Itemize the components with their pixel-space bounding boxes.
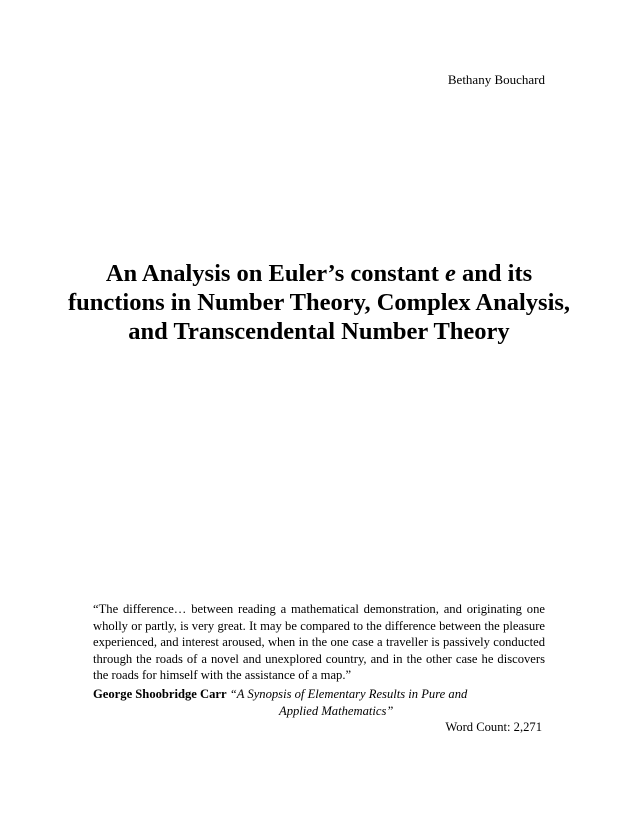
- quote-line: through the roads of a novel and unexplored country, and in the other case he discovers: [93, 651, 545, 666]
- title-constant-e: e: [445, 260, 456, 287]
- author-name: Bethany Bouchard: [447, 72, 545, 87]
- quote-line: experienced, and interest aroused, when in the one case a traveller is passively conducted: [93, 635, 545, 650]
- quote-line: wholly or partly, is very great. It may be compared to the difference between the pleasure: [93, 618, 545, 633]
- title-line-3: and Transcendental Number Theory: [128, 318, 510, 345]
- title-line-1-prefix: An Analysis on Euler’s constant: [105, 260, 446, 287]
- title-line-2: functions in Number Theory, Complex Analysis,: [67, 289, 571, 316]
- word-count: Word Count: 2,271: [445, 720, 542, 734]
- title-line-1: [60, 259, 578, 288]
- epigraph-attribution: [93, 686, 545, 718]
- quote-line: “The difference… between reading a mathematical demonstration, and originating one: [93, 602, 545, 616]
- attribution-book-title: “A Synopsis of Elementary Results in Pure and: [229, 687, 468, 701]
- attribution-book-title-continued: Applied Mathematics”: [279, 703, 394, 718]
- quote-line: the roads for himself with the assistance of a map.”: [93, 668, 352, 683]
- epigraph-quote: [93, 601, 545, 684]
- document-title: [60, 259, 578, 346]
- title-line-1-suffix: and its: [455, 260, 533, 287]
- attribution-author: George Shoobridge Carr: [93, 687, 227, 701]
